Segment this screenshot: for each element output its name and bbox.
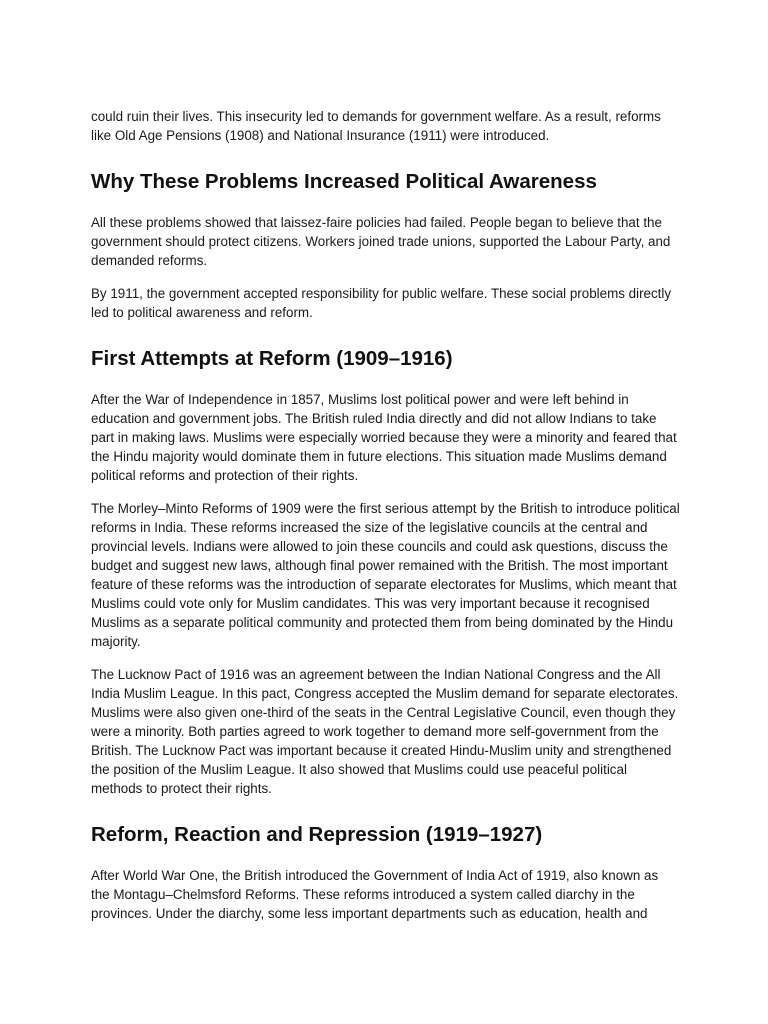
- paragraph-morley-minto: The Morley–Minto Reforms of 1909 were the first serious attempt by the British to introduce political reforms in India. These reforms increased the size of the legislative councils at the central and provincial levels. Indians were allowed to join these councils and could ask questions, discuss the budget and suggest new laws, although final power remained with the British. The most important feature of these reforms was the introduction of separate electorates for Muslims, which meant that Muslims could vote only for Muslim candidates. This was very important because it recognised Muslims as a separate political community and protected them from being dominated by the Hindu majority.: [91, 501, 680, 649]
- paragraph-1911-welfare: By 1911, the government accepted responsibility for public welfare. These social problems directly led to political awareness and reform.: [91, 286, 672, 320]
- heading-political-awareness: Why These Problems Increased Political Awareness: [91, 170, 597, 193]
- heading-first-attempts: First Attempts at Reform (1909–1916): [91, 347, 453, 370]
- paragraph-war-of-independence: After the War of Independence in 1857, Muslims lost political power and were left behind in education and government jobs. The British ruled India directly and did not allow Indians to take part in making laws. Muslims were especially worried because they were a minority and feared that the Hindu majority would dominate them in future elections. This situation made Muslims demand political reforms and protection of their rights.: [91, 392, 677, 483]
- paragraph-lucknow-pact: The Lucknow Pact of 1916 was an agreement between the Indian National Congress and the All India Muslim League. In this pact, Congress accepted the Muslim demand for separate electorates. Muslims were also given one-third of the seats in the Central Legislative Council, even though they were a minority. Both parties agreed to work together to demand more self-government from the British. The Lucknow Pact was important because it created Hindu-Muslim unity and strengthened the position of the Muslim League. It also showed that Muslims could use peaceful political methods to protect their rights.: [91, 667, 679, 796]
- paragraph-intro: could ruin their lives. This insecurity led to demands for government welfare. As a result, reforms like Old Age Pensions (1908) and National Insurance (1911) were introduced.: [91, 109, 661, 143]
- paragraph-laissez-faire: All these problems showed that laissez-faire policies had failed. People began to believe that the government should protect citizens. Workers joined trade unions, supported the Labour Party, and demanded reforms.: [91, 215, 671, 268]
- heading-reform-reaction: Reform, Reaction and Repression (1919–1927): [91, 823, 543, 846]
- paragraph-montagu-chelmsford: After World War One, the British introduced the Government of India Act of 1919, also known as the Montagu–Chelmsford Reforms. These reforms introduced a system called diarchy in the provinces. Under the diarchy, some less important departments such as education, health and: [91, 868, 659, 921]
